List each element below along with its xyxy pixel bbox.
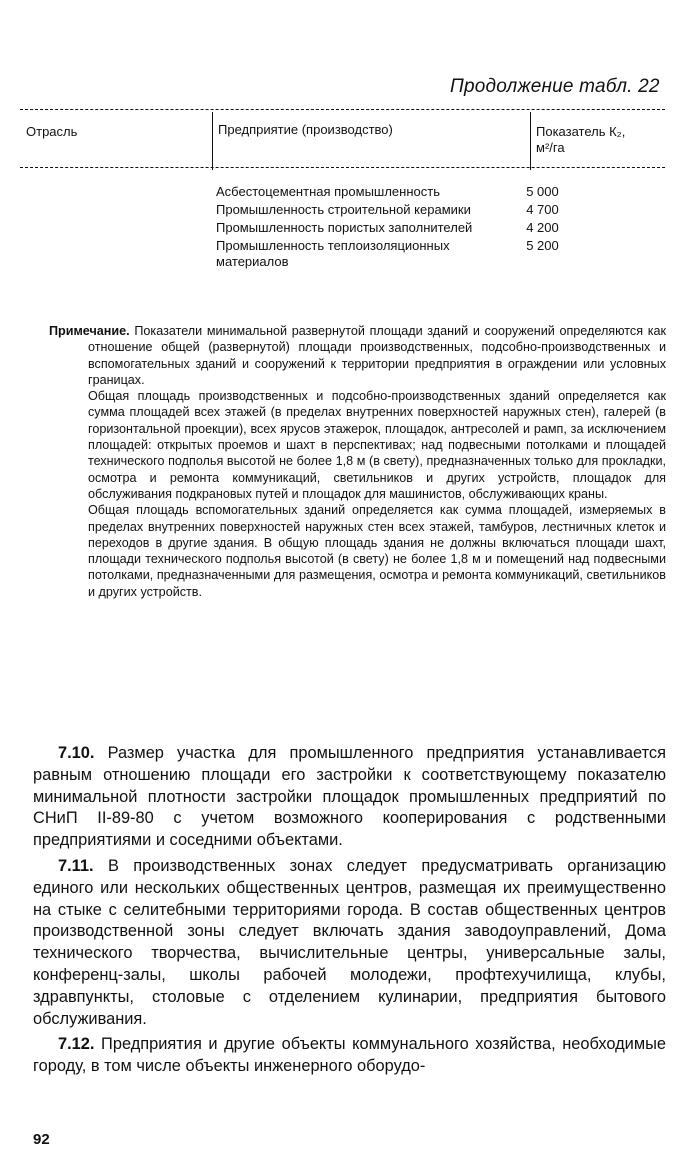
row-enterprise: Промышленность теплоизоляционных материалов [216,238,450,269]
section-text: В производственных зонах следует предусматривать организацию единого или нескольких общественных центров, размещая их преимущественно на стыке с селитебными территориями города. В состав общественных центров производственной зоны следует включать здания заводоуправлений, Дома технического творчества, вычислительные центры, универсальные залы, конференц-залы, школы рабочей молодежи, профтехучилища, клубы, здравпункты, столовые с отделением кулинарии, предприятия бытового обслуживания. [33,856,666,1028]
header-industry: Отрасль [26,124,78,139]
section-7-11 [33,856,666,1030]
note-paragraph-2: Общая площадь производственных и подсобно-производственных зданий определяется как сумма площадей всех этажей (в пределах внутренних поверхностей наружных стен), галерей (в горизонтальной проекции), всех ярусов этажерок, площадок, антресолей и рамп, за исключением площадей: открытых проемов и шахт в перспективах; над подвесными потолками и площадей технического подполья высотой не более 1,8 м (в свету), предназначенных только для прокладки, осмотра и ремонта коммуникаций, светильников и других устройств, площадок для обслуживания подкрановых путей и площадок для машинистов, обслуживающих краны. [88,389,666,501]
table-row [216,202,596,218]
table-column-divider-1 [212,112,213,170]
table-note [49,323,667,600]
note-text-1: Показатели минимальной развернутой площади зданий и сооружений определяются как отношение общей (развернутой) площади производственных, подсобно-производственных и вспомогательных зданий и сооружений к территории предприятия в ограждении или условных границах. [88,324,667,387]
table-continuation-title: Продолжение табл. 22 [450,76,660,97]
table-row [216,238,596,270]
table-row [216,220,596,236]
header-indicator-line1: Показатель К₂, [536,124,626,139]
section-text: Размер участка для промышленного предприятия устанавливается равным отношению площади его застройки к соответствующему показателю минимальной плотности застройки площадок промышленных предприятий по СНиП II-89-80 с учетом возможного кооперирования с родственными предприятиями и соседними объектами. [33,744,666,850]
header-enterprise: Предприятие (производство) [218,122,393,137]
section-7-10 [33,743,666,852]
main-text [33,743,666,1082]
table-row [216,184,596,200]
header-indicator [536,124,625,156]
row-indicator-value: 5 200 [526,238,559,253]
section-number: 7.11. [58,856,94,875]
table-top-rule [20,109,665,110]
section-7-12 [33,1034,666,1078]
page-number: 92 [33,1131,50,1148]
row-enterprise: Промышленность строительной керамики [216,202,471,217]
section-number: 7.10. [58,744,95,762]
note-label: Примечание. [49,324,130,338]
row-indicator-value: 5 000 [526,184,559,199]
row-enterprise: Асбестоцементная промышленность [216,184,440,199]
note-paragraph-1 [49,323,667,388]
table-column-divider-2 [530,112,531,170]
table-body [216,184,596,272]
row-indicator-value: 4 200 [526,220,559,235]
note-paragraph-3: Общая площадь вспомогательных зданий определяется как сумма площадей, измеряемых в пределах внутренних поверхностей наружных стен всех этажей, тамбуров, лестничных клеток и переходов в другие здания. В общую площадь здания не должны включаться площади шахт, площади технического подполья высотой (в свету) не более 1,8 м и помещений над подвесными потолками, предназначенными для размещения, осмотра и ремонта коммуникаций, светильников и других устройств. [88,503,666,599]
row-enterprise: Промышленность пористых заполнителей [216,220,473,235]
section-number: 7.12. [58,1035,95,1054]
section-text: Предприятия и другие объекты коммунального хозяйства, необходимые городу, в том числе объекты инженерного оборудо- [33,1035,666,1076]
header-indicator-line2: м²/га [536,140,565,155]
table-header-rule [20,167,665,168]
row-indicator-value: 4 700 [526,202,559,217]
